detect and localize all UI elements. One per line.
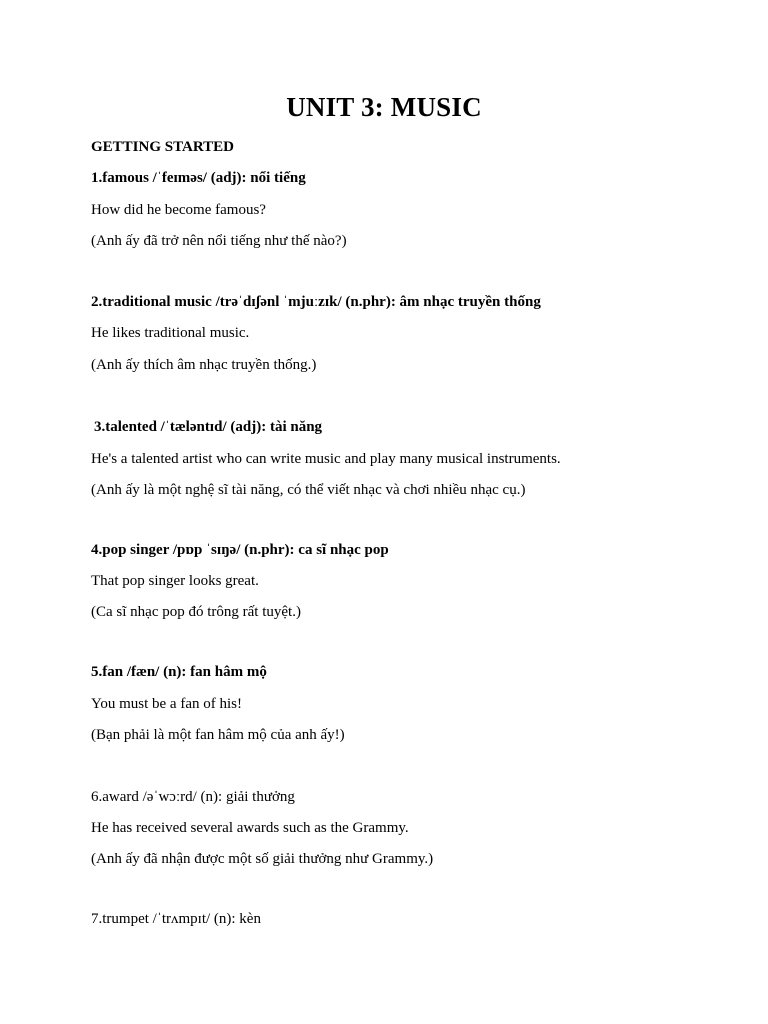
vocab-example-3: He's a talented artist who can write music and play many musical instruments. bbox=[91, 451, 561, 467]
vocab-example-4: That pop singer looks great. bbox=[91, 573, 259, 589]
vocab-translation-6: (Anh ấy đã nhận được một số giải thưởng như Grammy.) bbox=[91, 851, 434, 867]
vocab-heading-2: 2.traditional music /trəˈdɪʃənl ˈmjuːzɪk/ (n.phr): âm nhạc truyền thống bbox=[91, 294, 541, 310]
vocab-translation-4: (Ca sĩ nhạc pop đó trông rất tuyệt.) bbox=[91, 604, 301, 620]
vocab-example-5: You must be a fan of his! bbox=[91, 696, 242, 712]
vocab-translation-3: (Anh ấy là một nghệ sĩ tài năng, có thể viết nhạc và chơi nhiều nhạc cụ.) bbox=[91, 482, 526, 498]
section-heading: GETTING STARTED bbox=[91, 139, 234, 155]
vocab-example-2: He likes traditional music. bbox=[91, 325, 250, 341]
vocab-heading-6: 6.award /əˈwɔːrd/ (n): giải thưởng bbox=[91, 789, 295, 805]
vocab-translation-1: (Anh ấy đã trở nên nổi tiếng như thế nào?) bbox=[91, 233, 347, 249]
vocab-heading-3: 3.talented /ˈtæləntɪd/ (adj): tài năng bbox=[94, 419, 323, 435]
vocab-heading-7: 7.trumpet /ˈtrʌmpɪt/ (n): kèn bbox=[91, 911, 261, 927]
vocab-translation-2: (Anh ấy thích âm nhạc truyền thống.) bbox=[91, 357, 317, 373]
vocab-heading-4: 4.pop singer /pɒp ˈsɪŋə/ (n.phr): ca sĩ nhạc pop bbox=[91, 542, 389, 558]
vocab-example-1: How did he become famous? bbox=[91, 202, 266, 218]
vocab-translation-5: (Bạn phải là một fan hâm mộ của anh ấy!) bbox=[91, 727, 345, 743]
page-title: UNIT 3: MUSIC bbox=[286, 92, 482, 122]
vocab-heading-5: 5.fan /fæn/ (n): fan hâm mộ bbox=[91, 664, 267, 680]
vocab-heading-1: 1.famous /ˈfeɪməs/ (adj): nổi tiếng bbox=[91, 170, 306, 186]
vocab-example-6: He has received several awards such as the Grammy. bbox=[91, 820, 409, 836]
